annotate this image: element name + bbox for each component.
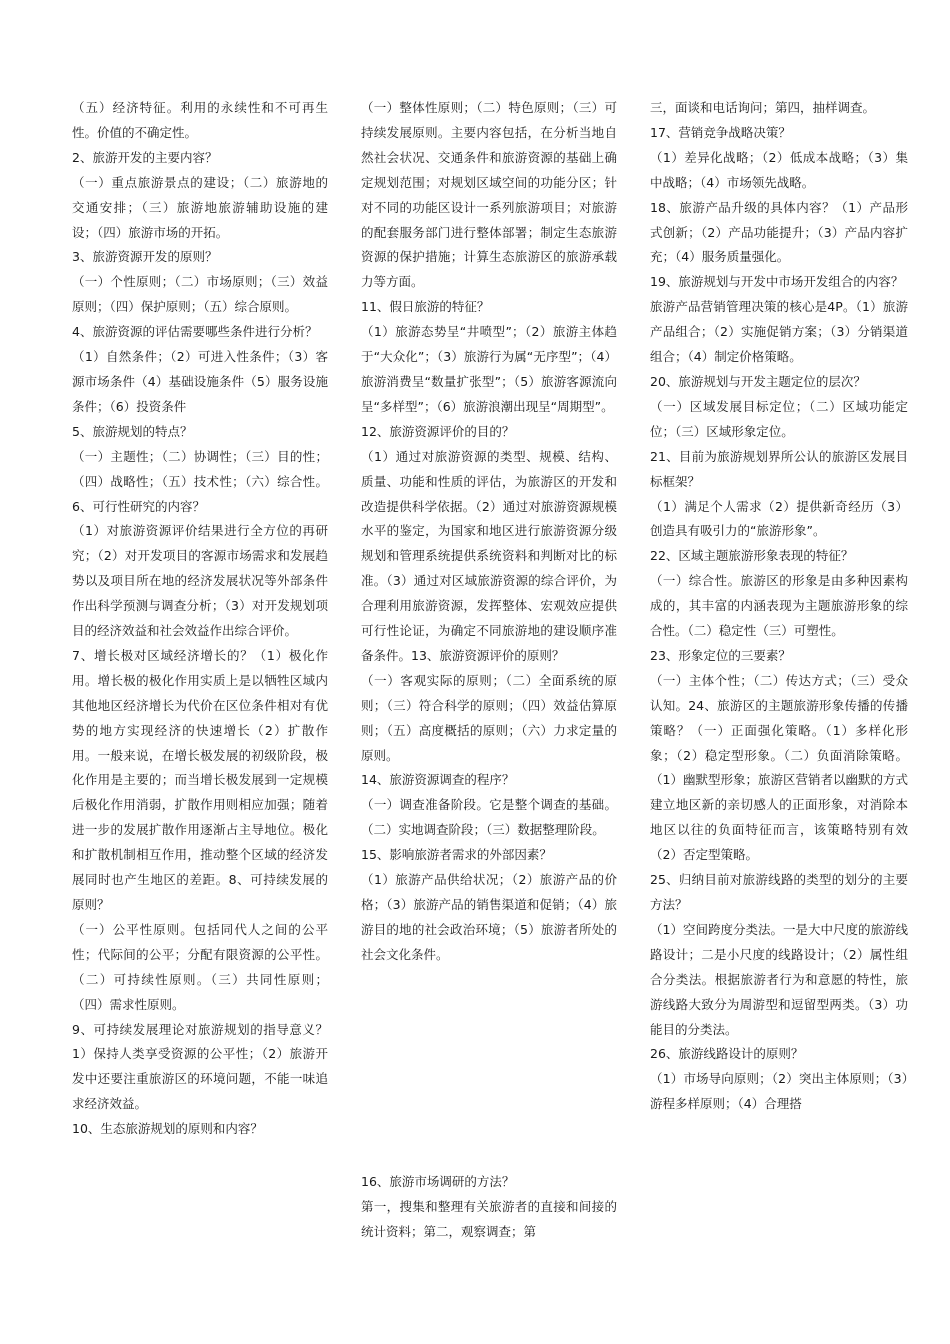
question-heading: 2、旅游开发的主要内容？ (72, 149, 218, 165)
paragraph: （一）整体性原则；（二）特色原则；（三）可持续发展原则。主要内容包括，在分析当地自然社会状况、交通条件和旅游资源的基础上确定规划范围；对规划区域空间的功能分区；针对不同的功能区设计一系列旅游项目；对旅游的配套服务部门进行整体部署；制定生态旅游资源的保护措施；计算生态旅游区的旅游承载力等方面。 (361, 100, 617, 290)
paragraph: （一）公平性原则。包括同代人之间的公平性；代际间的公平；分配有限资源的公平性。（二）可持续性原则。（三）共同性原则；（四）需求性原则。 (72, 921, 328, 1012)
paragraph: 18、旅游产品升级的具体内容？（1）产品形式创新；（2）产品功能提升；（3）产品内容扩充；（4）服务质量强化。 (650, 199, 908, 265)
question-heading: 19、旅游规划与开发中市场开发组合的内容？ (650, 274, 904, 290)
paragraph: （1）满足个人需求（2）提供新奇经历（3）创造具有吸引力的“旅游形象”。 (650, 498, 908, 539)
question-heading: 3、旅游资源开发的原则？ (72, 249, 218, 265)
paragraph: （1）旅游态势呈“井喷型”；（2）旅游主体趋于“大众化”；（3）旅游行为属“无序型”；（4）旅游消费呈“数量扩张型”；（5）旅游客源流向呈“多样型”；（6）旅游浪潮出现呈“周期型”。 (361, 324, 617, 414)
paragraph: （一）主题性；（二）协调性；（三）目的性；（四）战略性；（五）技术性；（六）综合性。6、可行性研究的内容？ (72, 448, 328, 514)
paragraph: （五）经济特征。利用的永续性和不可再生性。价值的不确定性。 (72, 100, 328, 140)
paragraph: （一）综合性。旅游区的形象是由多种因素构成的，其丰富的内涵表现为主题旅游形象的综合性。（二）稳定性（三）可塑性。 (650, 573, 908, 639)
paragraph: 7、增长极对区域经济增长的？（1）极化作用。增长极的极化作用实质上是以牺牲区域内其他地区经济增长为代价在区位条件相对有优势的地方实现经济的快速增长（2）扩散作用。一般来说，在增长极发展的初级阶段，极化作用是主要的；而当增长极发展到一定规模后极化作用消弱，扩散作用则相应加强；随着进一步的发展扩散作用逐渐占主导地位。极化和扩散机制相互作用，推动整个区域的经济发展同时也产生地区的差距。8、可持续发展的原则？ (72, 647, 328, 912)
paragraph: 9、可持续发展理论对旅游规划的指导意义？1）保持人类享受资源的公平性；（2）旅游开发中还要注重旅游区的环境问题，不能一味追求经济效益。 (72, 1021, 328, 1112)
paragraph: （1）自然条件；（2）可进入性条件；（3）客源市场条件（4）基础设施条件（5）服务设施条件；（6）投资条件 (72, 349, 328, 414)
question-heading: 14、旅游资源调查的程序？ (361, 772, 515, 788)
column-middle-bottom (361, 1170, 617, 1245)
paragraph: （1）对旅游资源评价结果进行全方位的再研究；（2）对开发项目的客源市场需求和发展趋势以及项目所在地的经济发展状况等外部条件作出科学预测与调查分析；（3）对开发规划项目的经济效益和社会效益作出综合评价。 (72, 523, 328, 639)
question-heading: 20、旅游规划与开发主题定位的层次？ (650, 373, 866, 389)
question-heading: 26、旅游线路设计的原则？ (650, 1046, 804, 1062)
column-left (72, 96, 328, 1142)
column-middle (361, 96, 617, 968)
paragraph: 旅游产品营销管理决策的核心是4P。（1）旅游产品组合；（2）实施促销方案；（3）分销渠道组合；（4）制定价格策略。 (650, 299, 908, 365)
paragraph: （1）差异化战略；（2）低成本战略；（3）集中战略；（4）市场领先战略。 (650, 149, 908, 190)
paragraph: （一）个性原则；（二）市场原则；（三）效益原则；（四）保护原则；（五）综合原则。 (72, 274, 328, 315)
paragraph: （一）区域发展目标定位；（二）区域功能定位；（三）区域形象定位。 (650, 398, 908, 439)
question-heading: 10、生态旅游规划的原则和内容？ (72, 1121, 263, 1137)
paragraph: （1）空间跨度分类法。一是大中尺度的旅游线路设计；二是小尺度的线路设计；（2）属性组合分类法。根据旅游者行为和意愿的特性，旅游线路大致分为周游型和逗留型两类。（3）功能目的分类法。 (650, 921, 908, 1037)
question-heading: 17、营销竞争战略决策？ (650, 124, 791, 140)
question-heading: 12、旅游资源评价的目的？ (361, 423, 515, 439)
question-heading: 21、目前为旅游规划界所公认的旅游区发展目标框架？ (650, 448, 908, 489)
paragraph: （一）调查准备阶段。它是整个调查的基础。（二）实地调查阶段；（三）数据整理阶段。 (361, 797, 617, 838)
paragraph: （一）主体个性；（二）传达方式；（三）受众认知。24、旅游区的主题旅游形象传播的传播策略？（一）正面强化策略。（1）多样化形象；（2）稳定型形象。（二）负面消除策略。（1）幽默型形象；旅游区营销者以幽默的方式建立地区新的亲切感人的正面形象，对消除本地区以往的负面特征而言，该策略特别有效（2）否定型策略。 (650, 672, 908, 863)
paragraph: 第一，搜集和整理有关旅游者的直接和间接的统计资料；第二，观察调查；第 (361, 1198, 617, 1239)
question-heading: 11、假日旅游的特征？ (361, 299, 490, 315)
question-heading: 25、归纳目前对旅游线路的类型的划分的主要方法？ (650, 872, 908, 912)
question-heading: 23、形象定位的三要素？ (650, 647, 791, 663)
question-heading: 5、旅游规划的特点？ (72, 423, 193, 439)
paragraph: 三，面谈和电话询问；第四，抽样调查。 (650, 100, 876, 115)
question-heading: 4、旅游资源的评估需要哪些条件进行分析？ (72, 324, 318, 340)
question-heading: 15、影响旅游者需求的外部因素？ (361, 847, 552, 863)
column-right (650, 96, 908, 1117)
paragraph: （一）重点旅游景点的建设；（二）旅游地的交通安排；（三）旅游地旅游辅助设施的建设；（四）旅游市场的开拓。 (72, 174, 328, 240)
paragraph: （一）客观实际的原则；（二）全面系统的原则；（三）符合科学的原则；（四）效益估算原则；（五）高度概括的原则；（六）力求定量的原则。 (361, 672, 617, 763)
question-heading: 22、区域主题旅游形象表现的特征？ (650, 548, 854, 564)
paragraph: （1）市场导向原则；（2）突出主体原则；（3）游程多样原则；（4）合理搭 (650, 1071, 908, 1112)
question-heading: 16、旅游市场调研的方法？ (361, 1174, 515, 1189)
paragraph: （1）旅游产品供给状况；（2）旅游产品的价格；（3）旅游产品的销售渠道和促销；（4）旅游目的地的社会政治环境；（5）旅游者所处的社会文化条件。 (361, 872, 617, 962)
paragraph: （1）通过对旅游资源的类型、规模、结构、质量、功能和性质的评估，为旅游区的开发和改造提供科学依据。（2）通过对旅游资源规模水平的鉴定，为国家和地区进行旅游资源分级规划和管理系统提供系统资料和判断对比的标准。（3）通过对区域旅游资源的综合评价，为合理利用旅游资源，发挥整体、宏观效应提供可行性论证，为确定不同旅游地的建设顺序准备条件。13、旅游资源评价的原则？ (361, 448, 617, 663)
